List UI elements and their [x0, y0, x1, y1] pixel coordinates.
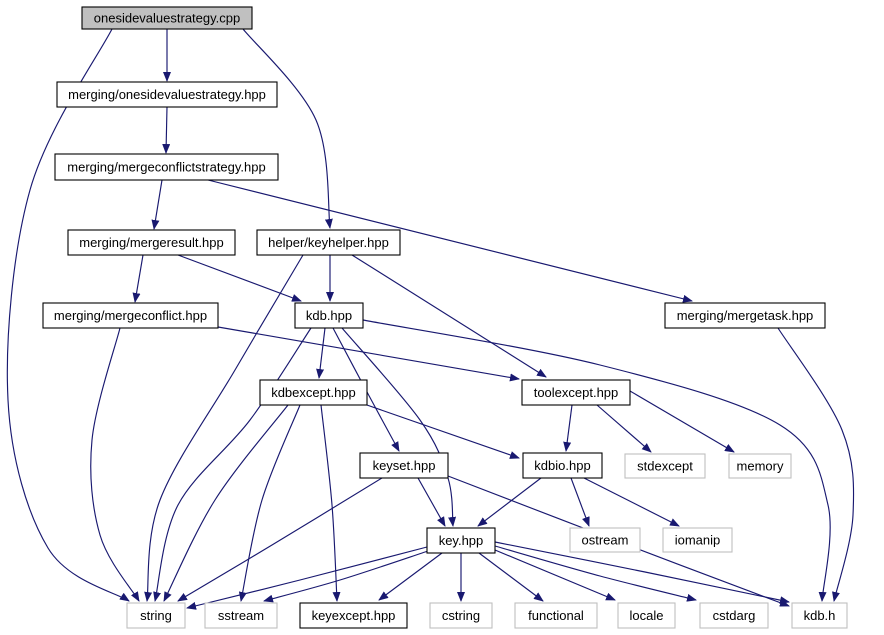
node-merging-mergeresult-hpp[interactable]	[68, 230, 235, 255]
node-label-merging-mergeresult-hpp: merging/mergeresult.hpp	[79, 235, 224, 250]
node-label-string: string	[140, 608, 172, 623]
node-label-kdb-hpp: kdb.hpp	[305, 308, 353, 323]
edge-key-hpp-to-functional	[479, 553, 543, 601]
node-kdb-hpp[interactable]	[295, 303, 363, 328]
node-toolexcept-hpp[interactable]	[522, 380, 630, 405]
edge-kdbexcept-hpp-to-sstream	[241, 405, 300, 601]
edge-kdb-hpp-to-string	[155, 328, 311, 601]
node-label-kdbexcept-hpp: kdbexcept.hpp	[271, 385, 356, 400]
edge-merging-mergeconflictstrategy-hpp-to-merging-mergeresult-hpp	[154, 180, 162, 229]
node-cstdarg	[700, 603, 768, 628]
node-string	[127, 603, 185, 628]
node-ostream	[570, 528, 640, 552]
edge-helper-keyhelper-hpp-to-toolexcept-hpp	[352, 255, 546, 377]
node-label-functional: functional	[528, 608, 584, 623]
node-iomanip	[663, 528, 732, 552]
edge-merging-mergeconflict-hpp-to-string	[91, 328, 139, 601]
node-cstring	[430, 603, 492, 628]
edge-kdbio-hpp-to-iomanip	[584, 478, 679, 526]
edge-merging-mergeresult-hpp-to-merging-mergeconflict-hpp	[135, 255, 143, 302]
edge-key-hpp-to-keyexcept-hpp	[379, 553, 442, 600]
edge-kdbexcept-hpp-to-string	[164, 405, 288, 601]
node-label-stdexcept: stdexcept	[637, 458, 693, 474]
node-label-cstring: cstring	[441, 608, 481, 623]
edge-keyset-hpp-to-string	[178, 478, 382, 601]
edge-toolexcept-hpp-to-memory	[630, 391, 734, 452]
node-label-kdbio-hpp: kdbio.hpp	[534, 458, 591, 473]
edge-kdbio-hpp-to-ostream	[571, 478, 589, 526]
node-functional	[515, 603, 597, 628]
node-helper-keyhelper-hpp[interactable]	[257, 230, 400, 255]
node-label-key-hpp: key.hpp	[438, 533, 484, 548]
node-onesidevaluestrategy-cpp	[82, 7, 252, 29]
node-label-merging-mergeconflict-hpp: merging/mergeconflict.hpp	[53, 308, 208, 323]
node-label-sstream: sstream	[217, 608, 265, 623]
node-label-keyexcept-hpp: keyexcept.hpp	[311, 608, 396, 623]
edge-merging-mergeresult-hpp-to-kdb-hpp	[178, 255, 301, 301]
node-label-onesidevaluestrategy-cpp: onesidevaluestrategy.cpp	[93, 10, 241, 26]
node-label-locale: locale	[629, 608, 664, 623]
node-label-merging-onesidevaluestrategy-hpp: merging/onesidevaluestrategy.hpp	[68, 87, 266, 102]
edge-merging-mergeconflict-hpp-to-toolexcept-hpp	[218, 327, 519, 379]
node-merging-mergetask-hpp[interactable]	[665, 303, 825, 328]
edge-kdbexcept-hpp-to-kdbio-hpp	[364, 404, 519, 458]
node-memory	[729, 454, 791, 478]
node-merging-mergeconflictstrategy-hpp[interactable]	[55, 154, 278, 180]
edge-keyset-hpp-to-key-hpp	[418, 478, 445, 526]
node-sstream	[205, 603, 277, 628]
node-merging-onesidevaluestrategy-hpp[interactable]	[57, 82, 277, 107]
edge-onesidevaluestrategy-cpp-to-helper-keyhelper-hpp	[243, 29, 330, 228]
node-kdbio-hpp[interactable]	[523, 453, 602, 478]
node-label-iomanip: iomanip	[674, 532, 721, 548]
edge-kdb-hpp-to-kdbexcept-hpp	[319, 328, 325, 378]
node-keyset-hpp[interactable]	[360, 453, 448, 478]
node-label-cstdarg: cstdarg	[712, 608, 756, 623]
node-merging-mergeconflict-hpp[interactable]	[43, 303, 218, 328]
edge-toolexcept-hpp-to-stdexcept	[597, 405, 651, 452]
node-label-helper-keyhelper-hpp: helper/keyhelper.hpp	[268, 235, 389, 250]
node-label-toolexcept-hpp: toolexcept.hpp	[533, 385, 619, 400]
node-label-ostream: ostream	[581, 532, 629, 548]
node-label-kdb-h: kdb.h	[803, 608, 836, 623]
node-stdexcept	[625, 454, 705, 478]
node-label-merging-mergeconflictstrategy-hpp: merging/mergeconflictstrategy.hpp	[67, 159, 266, 175]
edge-kdbio-hpp-to-key-hpp	[478, 478, 541, 526]
node-label-merging-mergetask-hpp: merging/mergetask.hpp	[676, 308, 814, 323]
node-keyexcept-hpp[interactable]	[300, 603, 407, 628]
edge-key-hpp-to-string	[187, 547, 427, 608]
edge-toolexcept-hpp-to-kdbio-hpp	[566, 405, 572, 451]
node-key-hpp[interactable]	[427, 528, 495, 553]
node-kdb-h	[792, 603, 847, 628]
node-label-keyset-hpp: keyset.hpp	[372, 458, 436, 473]
node-locale	[618, 603, 675, 628]
edge-key-hpp-to-sstream	[264, 551, 428, 601]
node-kdbexcept-hpp[interactable]	[260, 380, 367, 405]
node-label-memory: memory	[736, 458, 784, 474]
edge-merging-onesidevaluestrategy-hpp-to-merging-mergeconflictstrategy-hpp	[166, 107, 167, 153]
